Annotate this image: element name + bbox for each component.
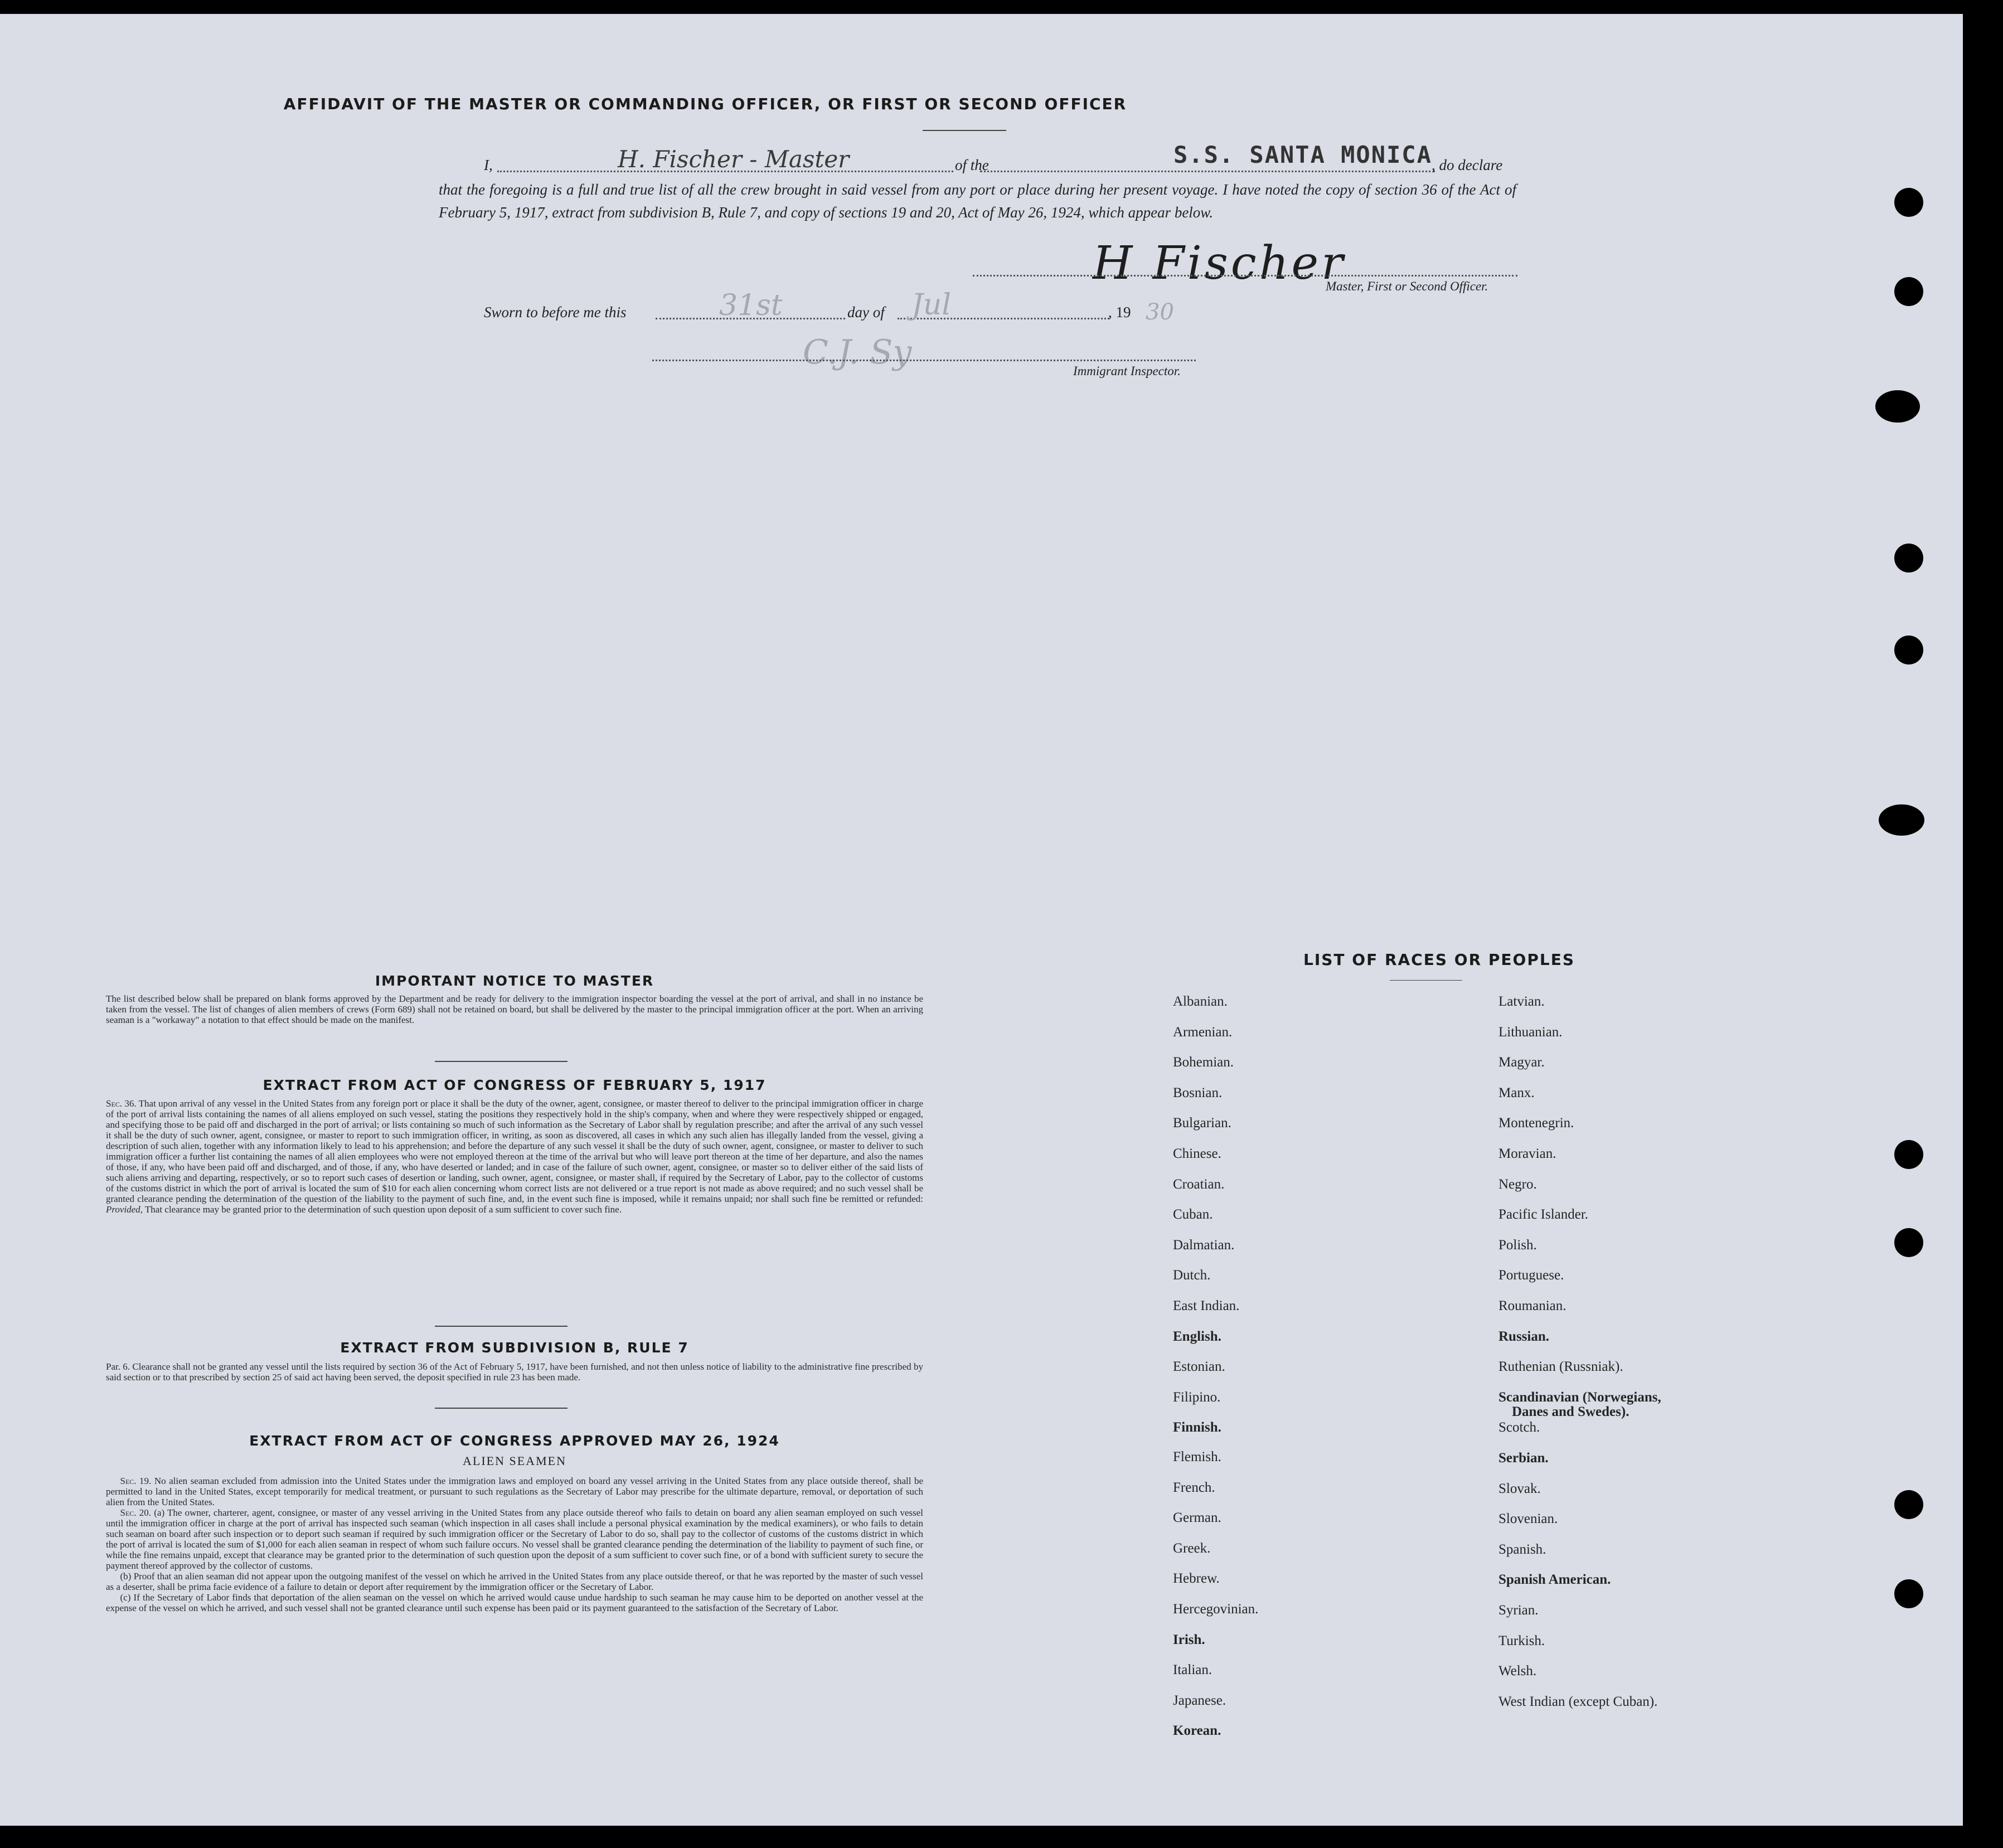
sec36-lead: Sec. 36. (106, 1098, 137, 1109)
race-item: Spanish American. (1498, 1572, 1611, 1587)
punch-hole (1894, 1228, 1923, 1257)
race-item: Scotch. (1498, 1420, 1540, 1435)
race-item: French. (1173, 1480, 1215, 1495)
signature-caption: Master, First or Second Officer. (1326, 279, 1488, 293)
sec20a-paragraph (106, 1507, 923, 1571)
race-item: Cuban. (1173, 1207, 1213, 1222)
i-label: I, (484, 157, 493, 173)
punch-hole (1894, 188, 1923, 217)
race-item: Dalmatian. (1173, 1238, 1235, 1253)
year-suffix: 30 (1146, 299, 1174, 325)
race-item: Bulgarian. (1173, 1115, 1231, 1131)
day-of-label: day of (847, 304, 885, 321)
extract-1924-title: EXTRACT FROM ACT OF CONGRESS APPROVED MAY 26, 1924 (249, 1433, 780, 1449)
race-item: Russian. (1498, 1329, 1550, 1344)
of-the-label: of the (955, 157, 989, 173)
race-item: Greek. (1173, 1541, 1211, 1556)
declaration-text: that the foregoing is a full and true list of all the crew brought in said vessel from any port or place during her present voyage. I have noted the copy of section 36 of the Act of February 5, 1917, extract from subdivision B, Rule 7, and copy of sections 19 and 20, Act of May 26, 1924, which appear below. (439, 181, 1516, 221)
race-item: Montenegrin. (1498, 1115, 1574, 1131)
manifest-page (0, 14, 1963, 1826)
affidavit-title: AFFIDAVIT OF THE MASTER OR COMMANDING OFFICER, OR FIRST OR SECOND OFFICER (283, 95, 1127, 113)
race-item: Slovenian. (1498, 1511, 1558, 1526)
race-item: Finnish. (1173, 1420, 1221, 1435)
race-item: Hercegovinian. (1173, 1602, 1259, 1617)
extract-1917-title: EXTRACT FROM ACT OF CONGRESS OF FEBRUARY 5, 1917 (263, 1077, 767, 1093)
races-title-divider (1390, 980, 1462, 981)
punch-hole (1894, 1140, 1923, 1169)
race-item: Bosnian. (1173, 1085, 1223, 1100)
race-item: Slovak. (1498, 1481, 1541, 1496)
alien-seamen-subtitle: ALIEN SEAMEN (463, 1454, 566, 1468)
race-item: Hebrew. (1173, 1571, 1220, 1586)
vessel-name-line (980, 171, 1435, 172)
master-signature: H Fischer (1093, 237, 1346, 290)
sec36-body: That upon arrival of any vessel in the United States from any foreign port or place it shall be the duty of the owner, agent, consignee, or master thereof to deliver to the principal immigration officer in charge of the port of arrival lists containing the names of all aliens employed on such vessel, stating the positions they respectively hold in the ship's company, when and where they were respectively shipped or engaged, and specifying those to be paid off and discharged in the port of arrival; or lists containing so much of such information as the Secretary of Labor shall by regulation prescribe; and after the arrival of any such vessel it shall be the duty of such owner, agent, consignee, or master to report to such immigration officer, in writing, as soon as discovered, all cases in which any such alien has illegally landed from the vessel, giving a description of such alien, together with any information likely to lead to his apprehension; and before the departure of any such vessel it shall be the duty of such owner, agent, consignee, or master to deliver to such immigration officer a further list containing the names of all alien employees who were not employed thereon at the time of the arrival but who will leave port thereon at the time of her departure, and also the names of those, if any, who have been paid off and discharged, and of those, if any, who have deserted or landed; and in case of the failure of such owner, agent, consignee, or master so to deliver either of the said lists of such aliens arriving and departing, respectively, or so to report such cases of desertion or landing, such owner, agent, consignee, or master shall, if required by the Secretary of Labor, pay to the collector of customs of the customs district in which the port of arrival is located the sum of $10 for each alien concerning whom correct lists are not delivered or a true report is not made as above required; and no such vessel shall be granted clearance pending the determination of the question of the liability to the payment of such fine, and, in the event such fine is imposed, while it remains unpaid; nor shall such fine be remitted or refunded: (106, 1098, 923, 1204)
race-item: Moravian. (1498, 1146, 1556, 1161)
race-item: Flemish. (1173, 1449, 1221, 1464)
punch-hole (1894, 544, 1923, 573)
race-item: Scandinavian (Norwegians, (1498, 1390, 1661, 1405)
race-item: Spanish. (1498, 1542, 1546, 1557)
par6-lead: Par. 6. (106, 1361, 130, 1372)
race-item: Dutch. (1173, 1268, 1211, 1283)
race-item: Magyar. (1498, 1055, 1545, 1070)
sec20c-paragraph: (c) If the Secretary of Labor finds that deportation of the alien seaman on the vessel on which he arrived would cause undue hardship to such seaman he may cause him to be deported on another vessel at the expense of the vessel on which he arrived, and such vessel shall not be granted clearance until such expense has been paid or its payment guaranteed to the satisfaction of the Secretary of Labor. (106, 1592, 923, 1613)
race-item: Polish. (1498, 1238, 1537, 1253)
title-divider (923, 130, 1006, 131)
officer-name: H. Fischer - Master (618, 145, 850, 173)
race-item: English. (1173, 1329, 1221, 1344)
year-prefix: , 19 (1108, 304, 1131, 321)
sworn-month: Jul (911, 288, 951, 322)
race-item: West Indian (except Cuban). (1498, 1694, 1658, 1709)
race-item: Bohemian. (1173, 1055, 1234, 1070)
sec20-lead: Sec. 20. (120, 1507, 152, 1518)
race-item: German. (1173, 1510, 1221, 1525)
do-declare-label: , do declare (1432, 157, 1503, 173)
race-item: Estonian. (1173, 1359, 1225, 1374)
punch-hole (1894, 277, 1923, 306)
vessel-stamp: S.S. SANTA MONICA (1173, 141, 1432, 168)
sec20b-paragraph: (b) Proof that an alien seaman did not appear upon the outgoing manifest of the vessel on which he arrived in the United States from any place outside thereof, or that he was reported by the master of such vessel as a deserter, shall be prima facie evidence of a failure to detain or deport after requirement by the immigration officer or the Secretary of Labor. (106, 1571, 923, 1592)
extract-1917-text (106, 1098, 923, 1215)
proviso-word: Provided, (106, 1204, 143, 1215)
race-item: Turkish. (1498, 1633, 1545, 1648)
race-item: Lithuanian. (1498, 1025, 1563, 1040)
race-item: Manx. (1498, 1085, 1535, 1100)
punch-hole (1894, 1579, 1923, 1608)
race-item: Korean. (1173, 1723, 1221, 1738)
punch-hole (1879, 804, 1924, 836)
race-item: Pacific Islander. (1498, 1207, 1589, 1222)
proviso-text: That clearance may be granted prior to the determination of such question upon deposit of a sum sufficient to cover such fine. (144, 1204, 622, 1215)
inspector-line (652, 360, 1196, 361)
race-item: East Indian. (1173, 1298, 1240, 1313)
notice-text: The list described below shall be prepared on blank forms approved by the Department and be ready for delivery to the immigration inspector boarding the vessel at the port of arrival, and shall in no instance be taken from the vessel. The list of changes of alien members of crews (Form 689) shall not be retained on board, but shall be delivered by the master to the principal immigration officer at the port. When an arriving seaman is a "workaway" a notation to that effect should be made on the manifest. (106, 993, 923, 1025)
race-item: Danes and Swedes). (1512, 1404, 1629, 1419)
punch-hole (1875, 390, 1920, 423)
race-item: Croatian. (1173, 1177, 1225, 1192)
race-item: Irish. (1173, 1632, 1205, 1647)
race-item: Filipino. (1173, 1390, 1221, 1405)
race-item: Ruthenian (Russniak). (1498, 1359, 1623, 1374)
race-item: Roumanian. (1498, 1298, 1566, 1313)
race-item: Portuguese. (1498, 1268, 1564, 1283)
par6-body: Clearance shall not be granted any vessel until the lists required by section 36 of the Act of February 5, 1917, have been furnished, and not then unless notice of liability to the administrative fine prescribed by said section or to that prescribed by section 25 of said act having been served, the deposit specified in rule 23 has been made. (106, 1361, 923, 1383)
signature-line (973, 275, 1517, 277)
sworn-label: Sworn to before me this (484, 304, 627, 321)
race-item: Negro. (1498, 1177, 1537, 1192)
race-item: Welsh. (1498, 1663, 1537, 1679)
race-item: Albanian. (1173, 994, 1228, 1009)
notice-divider (435, 1061, 568, 1062)
extract-1917-divider (435, 1326, 568, 1327)
punch-hole (1894, 636, 1923, 664)
race-item: Syrian. (1498, 1603, 1539, 1618)
sec19-body: No alien seaman excluded from admission into the United States under the immigration laws and employed on board any vessel arriving in the United States from any place outside thereof, shall be permitted to land in the United States, except temporarily for medical treatment, or pursuant to such regulations as the Secretary of Labor may prescribe for the ultimate departure, removal, or deportation of such alien from the United States. (106, 1476, 924, 1507)
races-title: LIST OF RACES OR PEOPLES (1303, 950, 1575, 969)
race-item: Latvian. (1498, 994, 1545, 1009)
sec20a-body: (a) The owner, charterer, agent, consignee, or master of any vessel arriving in the United States from any place outside thereof who fails to detain on board any alien seaman employed on such vessel until the immigration officer in charge at the port of arrival has inspected such seaman (which inspection in all cases shall include a personal physical examination by the medical examiners), or who fails to detain such seaman on board after such inspection or to deport such seaman if required by such immigration officer or the Secretary of Labor to do so, shall pay to the collector of customs of the customs district in which the port of arrival is located the sum of $1,000 for each alien seaman in respect of whom such failure occurs. No vessel shall be granted clearance pending the determination of the liability to payment of such fine, or while the fine remains unpaid, except that clearance may be granted prior to the determination of such question upon the deposit of a sum sufficient to cover such fine, or of a bond with sufficient surety to secure the payment thereof approved by the collector of customs. (106, 1507, 923, 1571)
extract-rule7-text (106, 1361, 923, 1383)
sec19-lead: Sec. 19. (120, 1476, 152, 1486)
inspector-caption: Immigrant Inspector. (1073, 364, 1181, 378)
extract-1924-text (106, 1476, 923, 1613)
race-item: Japanese. (1173, 1693, 1226, 1708)
extract-rule7-divider (435, 1408, 568, 1409)
sec19-paragraph (106, 1476, 923, 1507)
race-item: Chinese. (1173, 1146, 1221, 1161)
extract-rule7-title: EXTRACT FROM SUBDIVISION B, RULE 7 (340, 1340, 689, 1356)
inspector-signature: C.J. Sy (803, 333, 912, 372)
race-item: Armenian. (1173, 1025, 1233, 1040)
race-item: Italian. (1173, 1662, 1213, 1677)
punch-hole (1894, 1490, 1923, 1519)
notice-title: IMPORTANT NOTICE TO MASTER (375, 973, 654, 989)
sworn-day: 31st (719, 289, 783, 322)
race-item: Serbian. (1498, 1451, 1549, 1466)
